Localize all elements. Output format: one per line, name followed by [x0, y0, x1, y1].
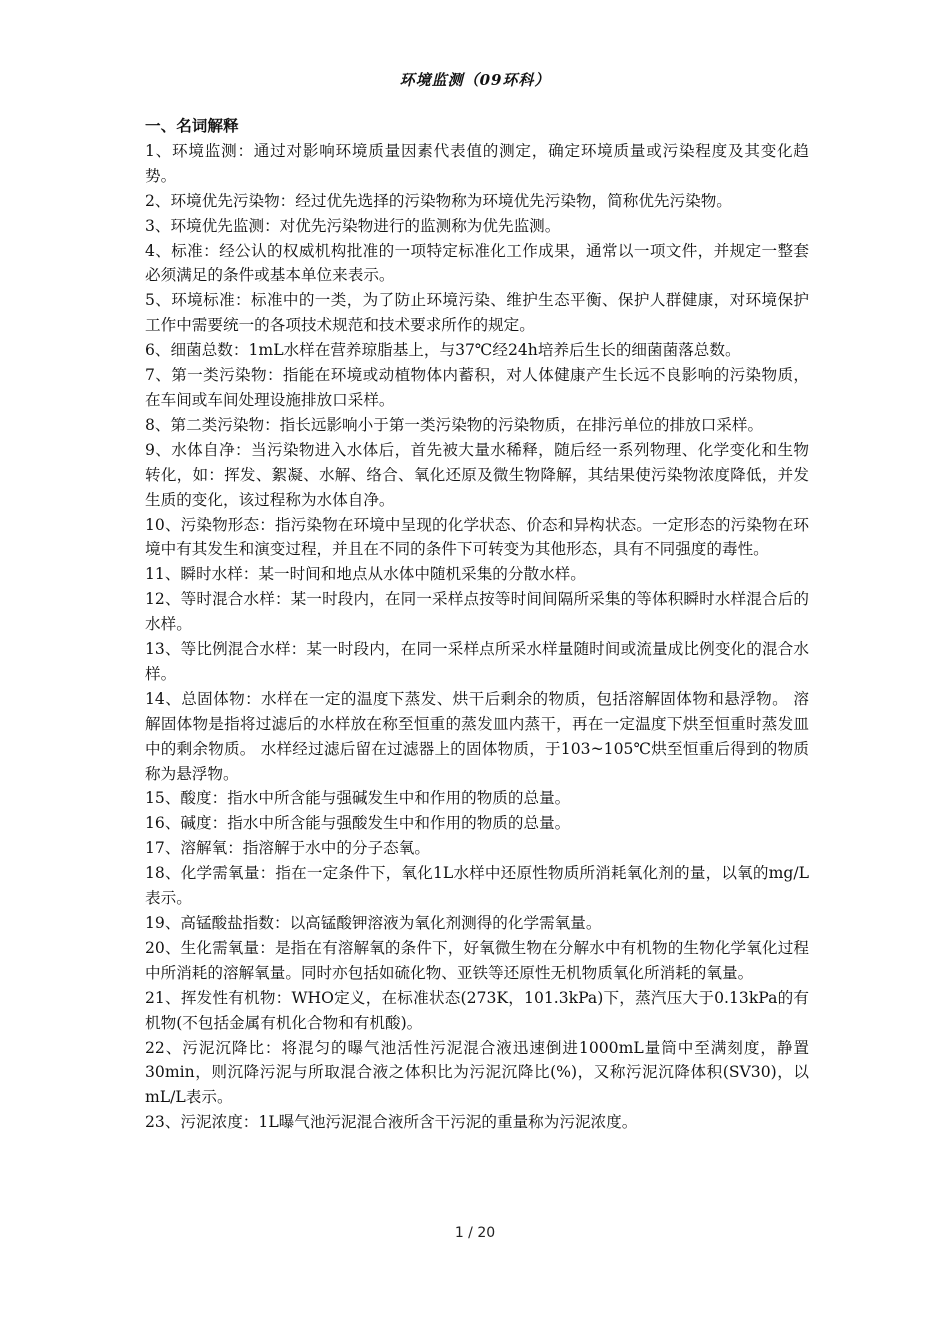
definition-entry: 10、污染物形态：指污染物在环境中呈现的化学状态、价态和异构状态。一定形态的污染物在环境中有其发生和演变过程，并且在不同的条件下可转变为其他形态，具有不同强度的毒性。 [145, 515, 809, 559]
definition-entry: 16、碱度：指水中所含能与强酸发生中和作用的物质的总量。 [145, 814, 571, 833]
definition-entry: 18、化学需氧量：指在一定条件下，氧化1L水样中还原性物质所消耗氧化剂的量，以氧的mg/L表示。 [145, 864, 809, 908]
definition-entry: 13、等比例混合水样：某一时段内，在同一采样点所采水样量随时间或流量成比例变化的混合水样。 [145, 640, 809, 683]
definition-entry: 9、水体自净：当污染物进入水体后，首先被大量水稀释，随后经一系列物理、化学变化和生物转化，如：挥发、絮凝、水解、络合、氧化还原及微生物降解，其结果使污染物浓度降低，并发生质的变化，该过程称为水体自净。 [145, 440, 809, 509]
definition-entry: 8、第二类污染物：指长远影响小于第一类污染物的污染物质，在排污单位的排放口采样。 [145, 415, 764, 434]
document-body [145, 114, 809, 1135]
definition-entry: 3、环境优先监测：对优先污染物进行的监测称为优先监测。 [145, 216, 561, 235]
definition-entry: 17、溶解氧：指溶解于水中的分子态氧。 [145, 839, 430, 858]
definition-entry: 11、瞬时水样：某一时间和地点从水体中随机采集的分散水样。 [145, 565, 586, 584]
definition-entry: 15、酸度：指水中所含能与强碱发生中和作用的物质的总量。 [145, 789, 571, 808]
page-number: 1 / 20 [454, 1225, 496, 1241]
definition-entry: 14、总固体物：水样在一定的温度下蒸发、烘干后剩余的物质，包括溶解固体物和悬浮物。 溶解固体物是指将过滤后的水样放在称至恒重的蒸发皿内蒸干，再在一定温度下烘至恒重时蒸发皿中的剩余物质。 水样经过滤后留在过滤器上的固体物质，于103~105℃烘至恒重后得到的物质称为悬浮物。 [145, 689, 809, 783]
definition-entry: 1、环境监测：通过对影响环境质量因素代表值的测定，确定环境质量或污染程度及其变化趋势。 [145, 141, 809, 185]
definition-entry: 2、环境优先污染物：经过优先选择的污染物称为环境优先污染物，简称优先污染物。 [145, 191, 732, 210]
definition-entry: 23、污泥浓度：1L曝气池污泥混合液所含干污泥的重量称为污泥浓度。 [145, 1113, 638, 1132]
definition-entry: 6、细菌总数：1mL水样在营养琼脂基上，与37℃经24h培养后生长的细菌菌落总数。 [145, 341, 741, 360]
definition-entry: 12、等时混合水样：某一时段内，在同一采样点按等时间间隔所采集的等体积瞬时水样混合后的水样。 [145, 590, 809, 634]
definition-entry: 5、环境标准：标准中的一类，为了防止环境污染、维护生态平衡、保护人群健康，对环境保护工作中需要统一的各项技术规范和技术要求所作的规定。 [145, 291, 809, 335]
definition-entry: 4、标准：经公认的权威机构批准的一项特定标准化工作成果，通常以一项文件，并规定一整套必须满足的条件或基本单位来表示。 [145, 241, 809, 285]
section-heading: 一、名词解释 [145, 117, 239, 135]
document-title: 环境监测（09环科） [399, 71, 551, 89]
definition-entry: 7、第一类污染物：指能在环境或动植物体内蓄积，对人体健康产生长远不良影响的污染物质，在车间或车间处理设施排放口采样。 [145, 366, 809, 409]
definition-entry: 22、污泥沉降比：将混匀的曝气池活性污泥混合液迅速倒进1000mL量筒中至满刻度，静置30min，则沉降污泥与所取混合液之体积比为污泥沉降比(%)，又称污泥沉降体积(SV30)，以mL/L表示。 [145, 1038, 809, 1107]
definition-entry: 19、高锰酸盐指数：以高锰酸钾溶液为氧化剂测得的化学需氧量。 [145, 914, 602, 932]
definition-entry: 21、挥发性有机物：WHO定义，在标准状态(273K，101.3kPa)下，蒸汽压大于0.13kPa的有机物(不包括金属有机化合物和有机酸)。 [145, 988, 809, 1032]
definition-entry: 20、生化需氧量：是指在有溶解氧的条件下，好氧微生物在分解水中有机物的生物化学氧化过程中所消耗的溶解氧量。同时亦包括如硫化物、亚铁等还原性无机物质氧化所消耗的氧量。 [145, 938, 809, 982]
